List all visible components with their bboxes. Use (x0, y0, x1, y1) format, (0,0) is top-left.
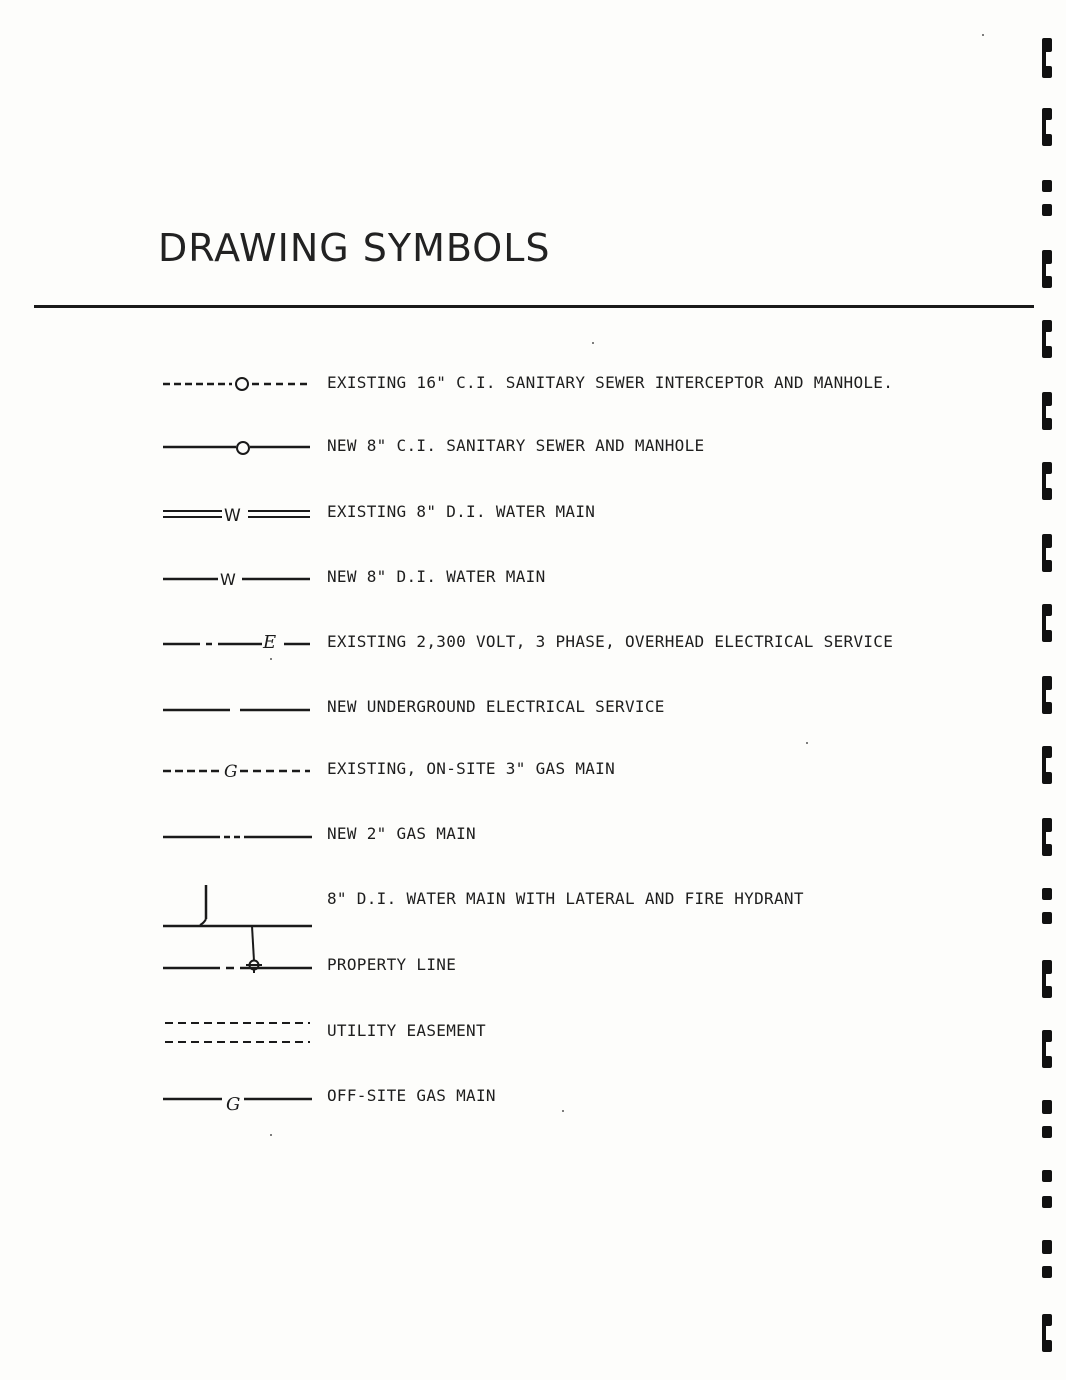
new-sewer-manhole-symbol (160, 427, 315, 467)
legend-description: EXISTING 2,300 VOLT, 3 PHASE, OVERHEAD ELECTRICAL SERVICE (327, 632, 894, 651)
gas-glyph: G (224, 762, 238, 782)
legend-description: EXISTING 16" C.I. SANITARY SEWER INTERCEPTOR AND MANHOLE. (327, 373, 894, 392)
legend-row (0, 750, 1066, 790)
scan-speck (270, 658, 272, 660)
legend-description: NEW UNDERGROUND ELECTRICAL SERVICE (327, 697, 665, 716)
scan-speck (270, 1134, 272, 1136)
scan-speck (806, 742, 808, 744)
water-glyph: W (224, 506, 241, 526)
existing-sewer-manhole-symbol (160, 364, 315, 404)
legend-description: EXISTING, ON-SITE 3" GAS MAIN (327, 759, 616, 778)
legend-description: 8" D.I. WATER MAIN WITH LATERAL AND FIRE HYDRANT (327, 889, 804, 908)
property-line-symbol (160, 946, 315, 986)
legend-row (0, 815, 1066, 855)
scan-speck (982, 34, 984, 36)
legend-row (0, 427, 1066, 467)
legend-description: OFF-SITE GAS MAIN (327, 1086, 496, 1105)
legend-row (0, 1077, 1066, 1117)
legend-description: EXISTING 8" D.I. WATER MAIN (327, 502, 596, 521)
legend-row (0, 558, 1066, 598)
new-gas-main-symbol (160, 815, 315, 855)
legend-description: NEW 8" D.I. WATER MAIN (327, 567, 546, 586)
legend-description: NEW 8" C.I. SANITARY SEWER AND MANHOLE (327, 436, 705, 455)
gas-glyph: G (226, 1094, 241, 1115)
scan-speck (592, 342, 594, 344)
overhead-electrical-symbol (160, 623, 315, 663)
legend-description: UTILITY EASEMENT (327, 1021, 486, 1040)
legend-row (0, 493, 1066, 533)
legend-row (0, 880, 1066, 920)
electric-glyph: E (263, 632, 277, 653)
legend-row (0, 1012, 1066, 1052)
legend-row (0, 688, 1066, 728)
water-main-lateral-hydrant-symbol (160, 858, 315, 948)
legend-row (0, 364, 1066, 404)
title-divider (34, 305, 1034, 308)
legend-row (0, 946, 1066, 986)
existing-water-main-symbol (160, 493, 315, 533)
scan-speck (562, 1110, 564, 1112)
page-title: DRAWING SYMBOLS (158, 226, 551, 270)
binding-punch-marks (1036, 0, 1066, 1380)
utility-easement-symbol (160, 1012, 315, 1052)
water-glyph: W (220, 570, 236, 589)
legend-description: NEW 2" GAS MAIN (327, 824, 476, 843)
legend-description: PROPERTY LINE (327, 955, 457, 974)
legend-row (0, 623, 1066, 663)
offsite-gas-main-symbol (160, 1077, 315, 1117)
underground-electrical-symbol (160, 688, 315, 728)
onsite-gas-main-symbol (160, 750, 315, 790)
new-water-main-symbol (160, 558, 315, 598)
